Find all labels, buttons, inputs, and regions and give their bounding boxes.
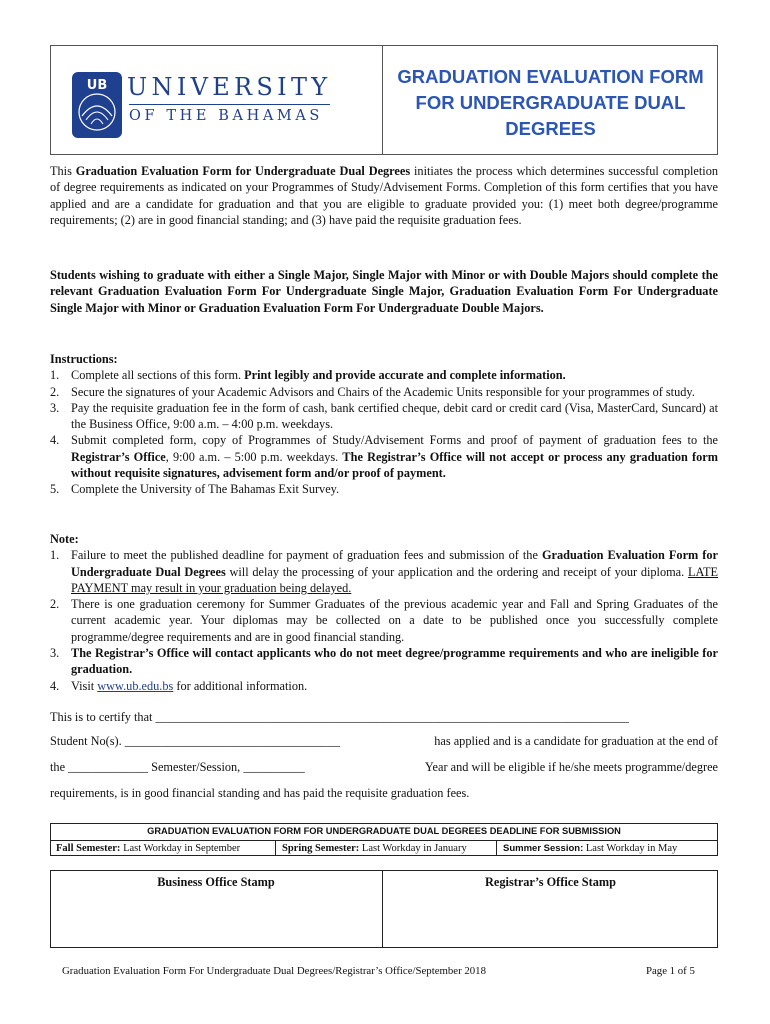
intro-form-name: Graduation Evaluation Form for Undergraduate Dual Degrees	[75, 164, 411, 178]
spring-deadline: Spring Semester: Last Workday in January	[276, 840, 496, 856]
certify-student-line[interactable]: Student No(s). ___________________________________ has applied and is a candidate for graduation at the end of	[50, 734, 718, 748]
instructions-section	[50, 351, 718, 498]
university-website-link[interactable]: www.ub.edu.bs	[97, 678, 174, 693]
instruction-item: 1. Complete all sections of this form. Print legibly and provide accurate and complete information.	[50, 368, 566, 383]
note-item: 4. Visit www.ub.edu.bs for additional information.	[50, 678, 308, 693]
notice-paragraph: Students wishing to graduate with either a Single Major, Single Major with Minor or with Double Majors should complete the relevant Graduation Evaluation Form For Undergraduate Single Major, Graduation Evaluation Form For Undergraduate Single Major with Minor or Graduation Evaluation Form For Undergraduate Double Majors.	[50, 268, 718, 315]
footer-document-id: Graduation Evaluation Form For Undergraduate Dual Degrees/Registrar’s Office/September 2018	[62, 965, 486, 977]
title-line-1: GRADUATION EVALUATION FORM	[397, 66, 704, 87]
instruction-item: 4. Submit completed form, copy of Programmes of Study/Advisement Forms and proof of payment of graduation fees to the Registrar’s Office, 9:00 a.m. – 5:00 p.m. weekdays. The Registrar’s Office will not accept or process any graduation form without requisite signatures, advisement form and/or proof of payment.	[50, 433, 719, 481]
instructions-heading: Instructions:	[50, 352, 118, 366]
intro-paragraph	[50, 163, 718, 228]
deadline-heading: GRADUATION EVALUATION FORM FOR UNDERGRADUATE DUAL DEGREES DEADLINE FOR SUBMISSION	[147, 826, 621, 836]
note-item: 3. The Registrar’s Office will contact applicants who do not meet degree/programme requirements and who are ineligible for graduation.	[50, 646, 718, 677]
summer-deadline: Summer Session: Last Workday in May	[497, 840, 718, 856]
late-payment-warning: LATE PAYMENT may result in your graduation being delayed.	[71, 564, 718, 595]
university-name-line1: UNIVERSITY	[127, 73, 332, 101]
logo-rule	[129, 104, 330, 105]
instruction-item: 3. Pay the requisite graduation fee in the form of cash, bank certified cheque, debit card or credit card (Visa, MasterCard, Suncard) at the Business Office, 9:00 a.m. – 4:00 p.m. weekdays.	[50, 400, 718, 432]
business-office-stamp: Business Office Stamp	[157, 875, 275, 889]
title-line-3: DEGREES	[505, 118, 596, 139]
logo-mark-text: UB	[86, 78, 108, 93]
university-name-line2: OF THE BAHAMAS	[129, 108, 323, 124]
title-line-2: FOR UNDERGRADUATE DUAL	[415, 92, 686, 113]
intro-rest: initiates the process which determines successful completion of degree requirements as indicated on your Programmes of Study/Advisement Forms. Completion of this form certifies that you have applied and are a candidate for graduation and that you are eligible to graduate provided you: (1) meet both degree/programme requirements; (2) are in good financial standing; and (3) have paid the requisite graduation fees.	[50, 164, 719, 227]
instruction-item: 2. Secure the signatures of your Academic Advisors and Chairs of the Academic Units responsible for your programmes of study.	[50, 384, 695, 399]
intro-lead: This	[50, 164, 76, 178]
note-item: 2. There is one graduation ceremony for Summer Graduates of the previous academic year and Fall and Spring Graduates of the current academic year. Your diplomas may be collected on a date to be published once you successfully complete programme/degree requirements and are in good financial standing.	[50, 597, 718, 644]
note-item: 1. Failure to meet the published deadline for payment of graduation fees and submission of the Graduation Evaluation Form for Undergraduate Dual Degrees will delay the processing of your application and the ordering and receipt of your diploma. LATE PAYMENT may result in your graduation being delayed.	[50, 548, 719, 595]
form-title	[383, 64, 718, 142]
note-heading: Note:	[50, 532, 79, 546]
note-section	[50, 531, 718, 694]
student-number-field[interactable]: Student No(s). ___________________________________	[50, 734, 340, 748]
footer-page-number: Page 1 of 5	[646, 965, 695, 977]
fall-deadline: Fall Semester: Last Workday in September	[50, 840, 275, 856]
semester-year-fields[interactable]: the _____________ Semester/Session, __________	[50, 760, 305, 774]
certify-name-line[interactable]: This is to certify that _____________________________________________________________________________	[50, 710, 629, 724]
university-seal-logo	[72, 72, 122, 138]
certify-semester-line[interactable]: the _____________ Semester/Session, __________ Year and will be eligible if he/she meets programme/degree	[50, 760, 718, 774]
instruction-item: 5. Complete the University of The Bahamas Exit Survey.	[50, 482, 340, 497]
registrar-office-stamp: Registrar’s Office Stamp	[485, 875, 616, 889]
certify-requirements-line: requirements, is in good financial standing and has paid the requisite graduation fees.	[50, 786, 470, 800]
